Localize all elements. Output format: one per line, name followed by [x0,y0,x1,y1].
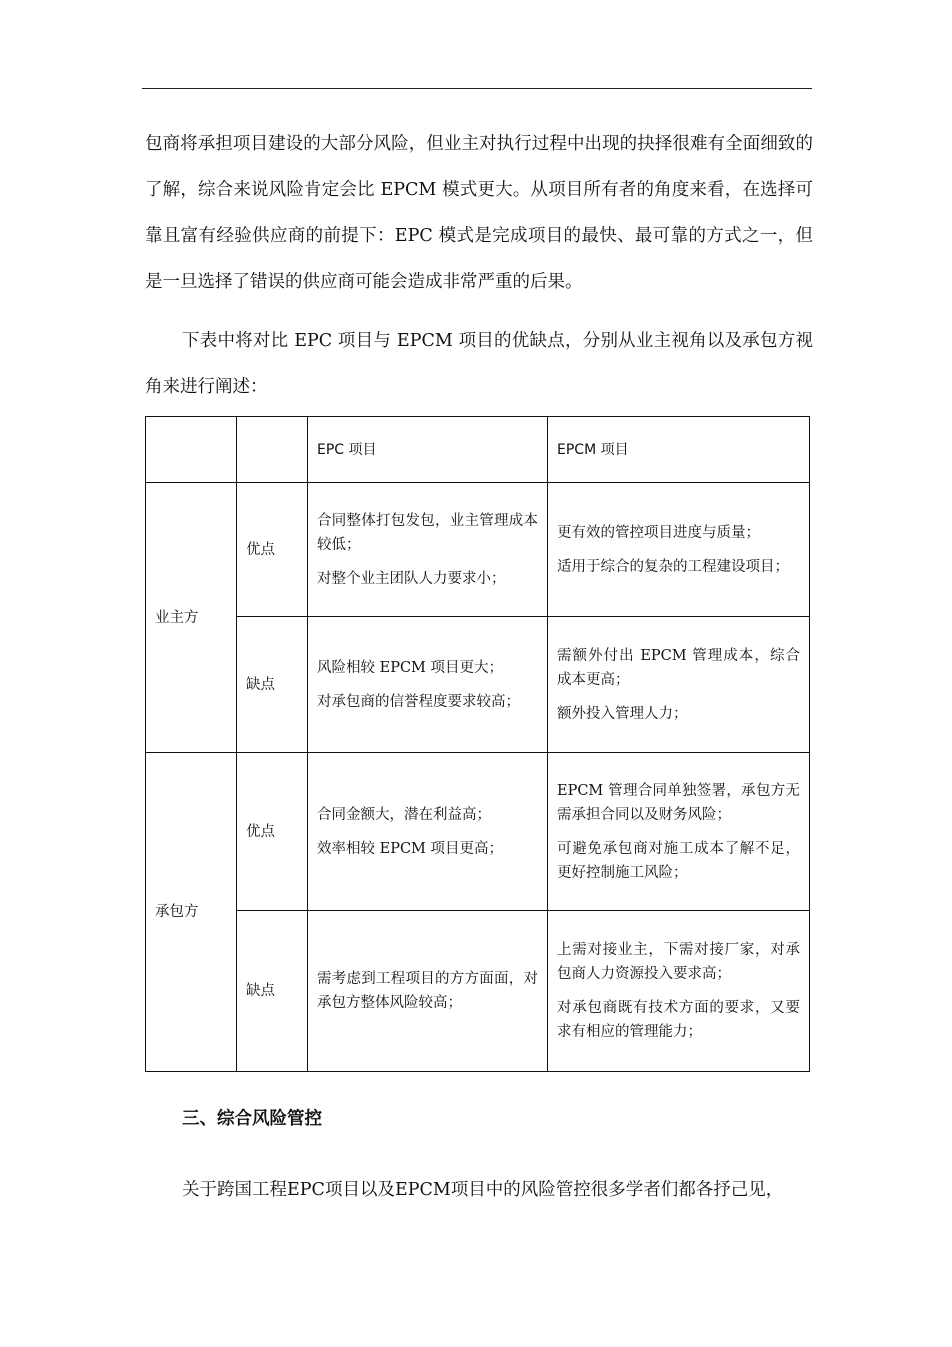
cell-line: 合同金额大，潜在利益高； [317,806,491,823]
cell-line: 上需对接业主，下需对接厂家，对承包商人力资源投入要求高； [557,942,800,982]
cell-line: 效率相较 EPCM 项目更高； [317,840,503,857]
table-row [146,911,810,1072]
comparison-table [145,416,810,1072]
header-rule [142,88,812,89]
table-header-cell [237,417,308,483]
cell-line: 需额外付出 EPCM 管理成本，综合成本更高； [557,647,800,688]
section-heading: 三、综合风险管控 [182,1109,322,1129]
table-row [146,483,810,617]
cell-line: 对承包商的信誉程度要求较高； [317,693,520,710]
cell-line: 额外投入管理人力； [557,705,688,722]
epc-cell [308,911,548,1072]
cell-line: 需考虑到工程项目的方方面面，对承包方整体风险较高； [317,971,538,1011]
aspect-cell: 优点 [237,483,308,617]
epc-cell [308,483,548,617]
epc-cell [308,617,548,753]
body-paragraph: 下表中将对比 EPC 项目与 EPCM 项目的优缺点，分别从业主视角以及承包方视角来进行阐述： [145,331,813,397]
epcm-cell [548,483,810,617]
table-header-row [146,417,810,483]
cell-line: 可避免承包商对施工成本了解不足，更好控制施工风险； [557,840,800,881]
table-header-cell [146,417,237,483]
epc-cell [308,753,548,911]
body-paragraph: 包商将承担项目建设的大部分风险，但业主对执行过程中出现的抉择很难有全面细致的了解，综合来说风险肯定会比 EPCM 模式更大。从项目所有者的角度来看，在选择可靠且富有经验供应商的前提下：EPC 模式是完成项目的最快、最可靠的方式之一，但是一旦选择了错误的供应商可能会造成非常严重的后果。 [145,134,813,292]
aspect-cell: 优点 [237,753,308,911]
cell-line: 更有效的管控项目进度与质量； [557,524,760,541]
cell-line: EPCM 管理合同单独签署，承包方无需承担合同以及财务风险； [557,782,800,823]
party-cell: 承包方 [146,753,237,1072]
epcm-cell [548,911,810,1072]
table-header-cell: EPCM 项目 [548,417,810,483]
cell-line: 适用于综合的复杂的工程建设项目； [557,558,789,575]
epcm-cell [548,617,810,753]
aspect-cell: 缺点 [237,911,308,1072]
table-row [146,617,810,753]
cell-line: 风险相较 EPCM 项目更大； [317,659,503,676]
cell-line: 合同整体打包发包，业主管理成本较低； [317,512,538,553]
aspect-cell: 缺点 [237,617,308,753]
table-header-cell: EPC 项目 [308,417,548,483]
body-paragraph: 关于跨国工程EPC项目以及EPCM项目中的风险管控很多学者们都各抒己见， [182,1180,784,1200]
epcm-cell [548,753,810,911]
party-cell: 业主方 [146,483,237,753]
cell-line: 对承包商既有技术方面的要求，又要求有相应的管理能力； [557,1000,800,1040]
cell-line: 对整个业主团队人力要求小； [317,570,506,587]
table-row [146,753,810,911]
